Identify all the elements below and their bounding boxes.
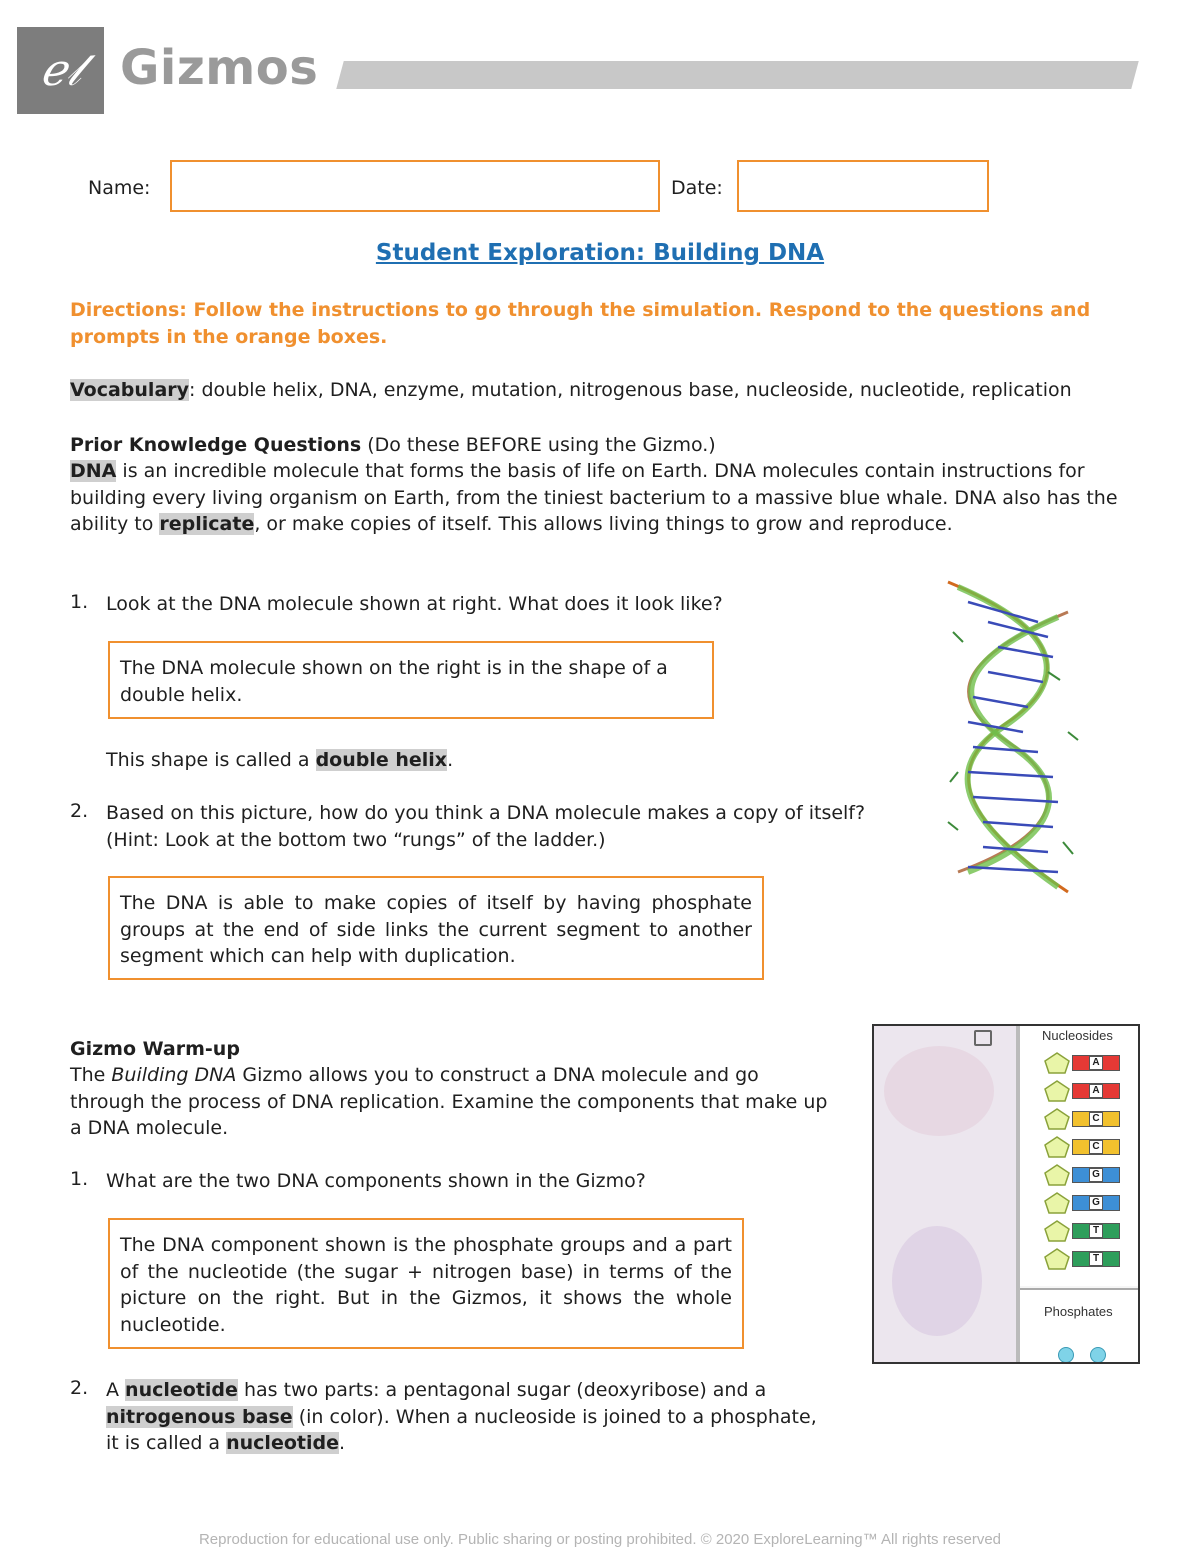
prior-knowledge-heading <box>70 432 1140 459</box>
pentagon-sugar-icon <box>1044 1080 1070 1102</box>
base-tag <box>1072 1251 1120 1267</box>
vocabulary-text: : double helix, DNA, enzyme, mutation, nitrogenous base, nucleoside, nucleotide, replication <box>189 379 1072 401</box>
warmup-q2-c: (in color). When a nucleoside is joined to a phosphate, it is called a <box>106 1405 817 1454</box>
date-label: Date: <box>671 177 723 199</box>
dna-term: DNA <box>70 460 117 482</box>
prior-heading-note: (Do these BEFORE using the Gizmo.) <box>361 434 716 456</box>
phosphate-item[interactable] <box>1090 1347 1106 1363</box>
prior-q1-answer[interactable]: The DNA molecule shown on the right is in the shape of a double helix. <box>108 641 714 719</box>
shape-text-b: . <box>447 749 454 771</box>
pentagon-sugar-icon <box>1044 1108 1070 1130</box>
brand-name: Gizmos <box>120 40 319 96</box>
nucleoside-item[interactable] <box>1044 1080 1134 1102</box>
nucleoside-list <box>1044 1052 1140 1282</box>
cell-blob <box>884 1046 994 1136</box>
warmup-intro-b: Gizmo allows you to construct a DNA molecule and go through the process of DNA replication. Examine the components that make up a DNA molecule. <box>70 1064 828 1139</box>
warmup-q2-a: A <box>106 1379 126 1401</box>
warmup-q2-b: has two parts: a pentagonal sugar (deoxyribose) and a <box>237 1379 767 1401</box>
nucleoside-item[interactable] <box>1044 1164 1134 1186</box>
warmup-intro <box>70 1062 830 1142</box>
shape-text-a: This shape is called a <box>106 749 316 771</box>
name-field[interactable] <box>170 160 660 212</box>
base-letter: G <box>1089 1168 1103 1182</box>
directions: Directions: Follow the instructions to go through the simulation. Respond to the questions and prompts in the orange boxes. <box>70 299 1091 348</box>
nucleoside-item[interactable] <box>1044 1192 1134 1214</box>
warmup-q1-number: 1. <box>70 1168 89 1190</box>
nucleoside-item[interactable] <box>1044 1108 1134 1130</box>
nucleoside-item[interactable] <box>1044 1136 1134 1158</box>
phosphates-label: Phosphates <box>1044 1304 1113 1319</box>
prior-intro-text-a: is an incredible molecule that forms the basis of life on Earth. DNA molecules contain instructions for building every living organism on Earth, from the tiniest bacterium to a massive blue whale. DNA also has the ability to <box>70 460 1118 535</box>
pentagon-sugar-icon <box>1044 1192 1070 1214</box>
pentagon-sugar-icon <box>1044 1052 1070 1074</box>
prior-q2-answer[interactable]: The DNA is able to make copies of itself by having phosphate groups at the end of side links the current segment to another segment which can help with duplication. <box>108 876 764 980</box>
dna-double-helix-image <box>928 572 1088 902</box>
header-bar <box>336 61 1139 89</box>
explorelearning-logo: ℯ𝓁 <box>40 45 81 96</box>
nitrogenous-base-term: nitrogenous base <box>106 1405 293 1428</box>
base-letter: C <box>1089 1140 1103 1154</box>
nucleotide-term: nucleotide <box>125 1379 238 1401</box>
warmup-heading-text: Gizmo Warm-up <box>70 1038 240 1060</box>
date-field[interactable] <box>737 160 989 212</box>
prior-q1-text: Look at the DNA molecule shown at right. What does it look like? <box>106 593 723 615</box>
footer-copyright: Reproduction for educational use only. Public sharing or posting prohibited. © 2020 ExploreLearning™ All rights reserved <box>198 1531 1002 1548</box>
base-letter: G <box>1089 1196 1103 1210</box>
warmup-intro-em: Building DNA <box>111 1064 237 1086</box>
base-letter: T <box>1089 1224 1103 1238</box>
base-tag <box>1072 1167 1120 1183</box>
vocabulary <box>70 377 1160 404</box>
base-letter: C <box>1089 1112 1103 1126</box>
camera-icon[interactable] <box>974 1030 992 1046</box>
pentagon-sugar-icon <box>1044 1164 1070 1186</box>
base-tag <box>1072 1223 1120 1239</box>
base-tag <box>1072 1139 1120 1155</box>
page-title: Student Exploration: Building DNA <box>375 240 825 266</box>
warmup-intro-a: The <box>70 1064 112 1086</box>
base-letter: A <box>1089 1056 1103 1070</box>
phosphate-item[interactable] <box>1058 1347 1074 1363</box>
base-tag <box>1072 1195 1120 1211</box>
nucleoside-item[interactable] <box>1044 1052 1134 1074</box>
base-tag <box>1072 1083 1120 1099</box>
nucleosides-label: Nucleosides <box>1042 1028 1113 1043</box>
base-letter: A <box>1089 1084 1103 1098</box>
vocabulary-label: Vocabulary <box>70 379 190 401</box>
double-helix-term: double helix <box>315 749 448 771</box>
warmup-q2-d: . <box>338 1432 346 1454</box>
pentagon-sugar-icon <box>1044 1220 1070 1242</box>
prior-intro <box>70 458 1130 538</box>
cell-blob-2 <box>892 1226 982 1336</box>
shape-statement <box>106 747 806 774</box>
pentagon-sugar-icon <box>1044 1248 1070 1270</box>
nucleotide-term-2: nucleotide <box>226 1432 339 1454</box>
replicate-term: replicate <box>159 513 255 535</box>
warmup-q2-number: 2. <box>70 1377 89 1399</box>
warmup-q1-text: What are the two DNA components shown in the Gizmo? <box>106 1170 646 1192</box>
name-label: Name: <box>88 177 151 199</box>
nucleoside-item[interactable] <box>1044 1220 1134 1242</box>
base-tag <box>1072 1111 1120 1127</box>
prior-q1-number: 1. <box>70 591 89 613</box>
gizmo-screenshot <box>872 1024 1140 1364</box>
prior-q2-number: 2. <box>70 800 89 822</box>
prior-heading-text: Prior Knowledge Questions <box>70 434 362 456</box>
phosphates-panel <box>1020 1290 1140 1364</box>
nucleoside-item[interactable] <box>1044 1248 1134 1270</box>
warmup-q2-text <box>106 1377 826 1457</box>
prior-intro-text-b: , or make copies of itself. This allows living things to grow and reproduce. <box>254 513 953 535</box>
prior-q2-text: Based on this picture, how do you think a DNA molecule makes a copy of itself? (Hint: Look at the bottom two “rungs” of the ladder.) <box>106 802 866 851</box>
base-letter: T <box>1089 1252 1103 1266</box>
base-tag <box>1072 1055 1120 1071</box>
pentagon-sugar-icon <box>1044 1136 1070 1158</box>
warmup-q1-answer[interactable]: The DNA component shown is the phosphate groups and a part of the nucleotide (the sugar + nitrogen base) in terms of the picture on the right. But in the Gizmos, it shows the whole nucleotide. <box>108 1218 744 1349</box>
